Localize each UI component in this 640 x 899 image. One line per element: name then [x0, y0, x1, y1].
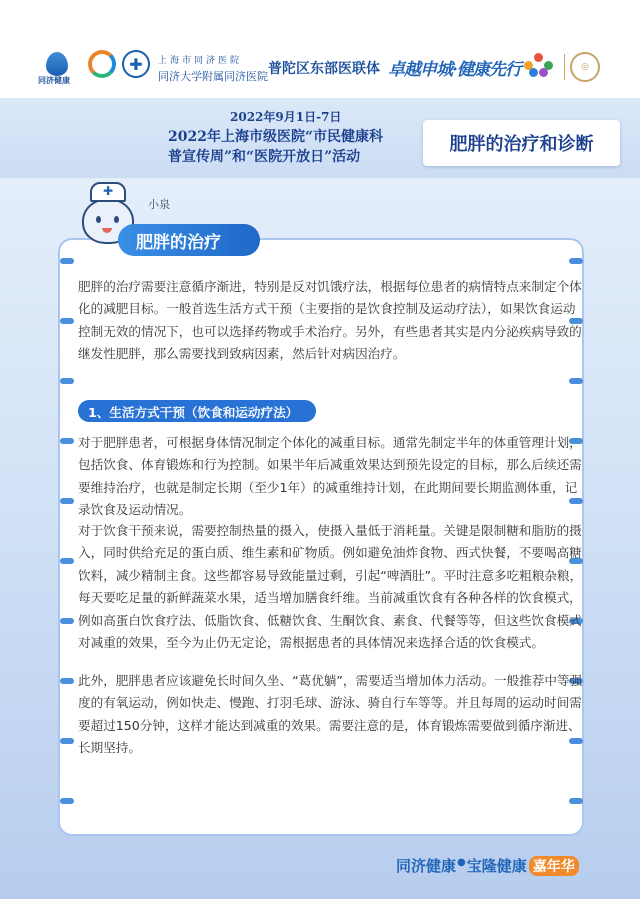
mascot-name: 小泉 [148, 198, 170, 211]
binder-ring [60, 618, 74, 624]
paragraph-diet: 对于饮食干预来说，需要控制热量的摄入，使摄入量低于消耗量。关键是限制糖和脂肪的摄入，同时供给充足的蛋白质、维生素和矿物质。例如避免油炸食物、西式快餐，不要喝高糖饮料，减少精制主食。这些都容易导致能量过剩，引起“啤酒肚”。平时注意多吃粗粮杂粮，每天要吃足量的新鲜蔬菜水果，适当增加膳食纤维。当前减重饮食有各种各样的饮食模式，例如高蛋白饮食疗法、低脂饮食、低糖饮食、生酮饮食、素食、代餐等等，但这些饮食模式对减重的效果，至今为止仍无定论，需根据患者的具体情况来选择合适的饮食模式。 [78, 523, 583, 651]
doctor-mascot-icon: ✚ [78, 178, 138, 250]
campaign-slogan: 卓越申城·健康先行 [388, 60, 521, 80]
event-date: 2022年9月1日-7日 [230, 110, 342, 124]
binder-ring [60, 258, 74, 264]
section-title [118, 224, 260, 256]
header [0, 0, 640, 98]
binder-ring [60, 318, 74, 324]
binder-ring [60, 558, 74, 564]
footer-brand [396, 855, 579, 876]
intro-paragraph: 肥胖的治疗需要注意循序渐进，特别是反对饥饿疗法，根据每位患者的病情特点来制定个体化的减肥目标。一般首选生活方式干预（主要指的是饮食控制及运动疗法），如果饮食运动控制无效的情况下，也可以选择药物或手术治疗。另外，有些患者其实是内分泌疾病导致的继发性肥胖，那么需要找到致病因素，然后针对病因治疗。 [78, 279, 582, 362]
tongji-health-logo-text: 同济健康 [38, 76, 70, 85]
hospital-name: 上海市同济医院 [158, 56, 243, 66]
footer-brand-2: 宝隆健康 [466, 857, 527, 875]
consortium-name: 普陀区东部医联体 [268, 61, 380, 77]
paragraph-weight-plan: 对于肥胖患者，可根据身体情况制定个体化的减重目标。通常先制定半年的体重管理计划，包括饮食、体育锻炼和行为控制。如果半年后减重效果达到预先设定的目标，那么后续还需要维持治疗，也就是制定长期（至少1年）的减重维持计划，在此期间要长期监测体重，记录饮食及运动情况。 [78, 435, 582, 518]
binder-ring [569, 798, 583, 804]
hospital-affiliation: 同济大学附属同济医院 [158, 70, 268, 83]
event-title-line-2: 普宣传周”和“医院开放日”活动 [168, 149, 361, 165]
footer-brand-1: 同济健康 [396, 857, 457, 875]
footer-sep: ● [457, 857, 466, 868]
hospital-cross-logo-icon: ✚ [122, 50, 150, 78]
topic-title: 肥胖的治疗和诊断 [423, 120, 620, 166]
binder-ring [569, 258, 583, 264]
binder-ring [60, 378, 74, 384]
swirl-logo-icon [88, 50, 116, 78]
binder-ring [569, 378, 583, 384]
event-title-line-1: 2022年上海市级医院“市民健康科 [168, 129, 384, 145]
header-divider [564, 54, 565, 80]
paragraph-exercise: 此外，肥胖患者应该避免长时间久坐、“葛优躺”，需要适当增加体力活动。一般推荐中等强度的有氧运动，例如快走、慢跑、打羽毛球、游泳、骑自行车等等。并且每周的运动时间需要超过150分钟，这样才能达到减重的效果。需要注意的是，体育锻炼需要做到循序渐进、长期坚持。 [78, 673, 583, 756]
flower-logo-icon [524, 53, 554, 77]
binder-ring [60, 438, 74, 444]
subheading-text: 1、生活方式干预（饮食和运动疗法） [88, 404, 299, 420]
footer-badge: 嘉年华 [529, 856, 579, 876]
binder-ring [60, 798, 74, 804]
binder-ring [60, 498, 74, 504]
binder-ring [60, 678, 74, 684]
binder-ring [60, 738, 74, 744]
section-title-text: 肥胖的治疗 [136, 232, 221, 253]
subheading-pill [78, 400, 316, 422]
circle-seal-logo-icon: ◎ [570, 52, 600, 82]
